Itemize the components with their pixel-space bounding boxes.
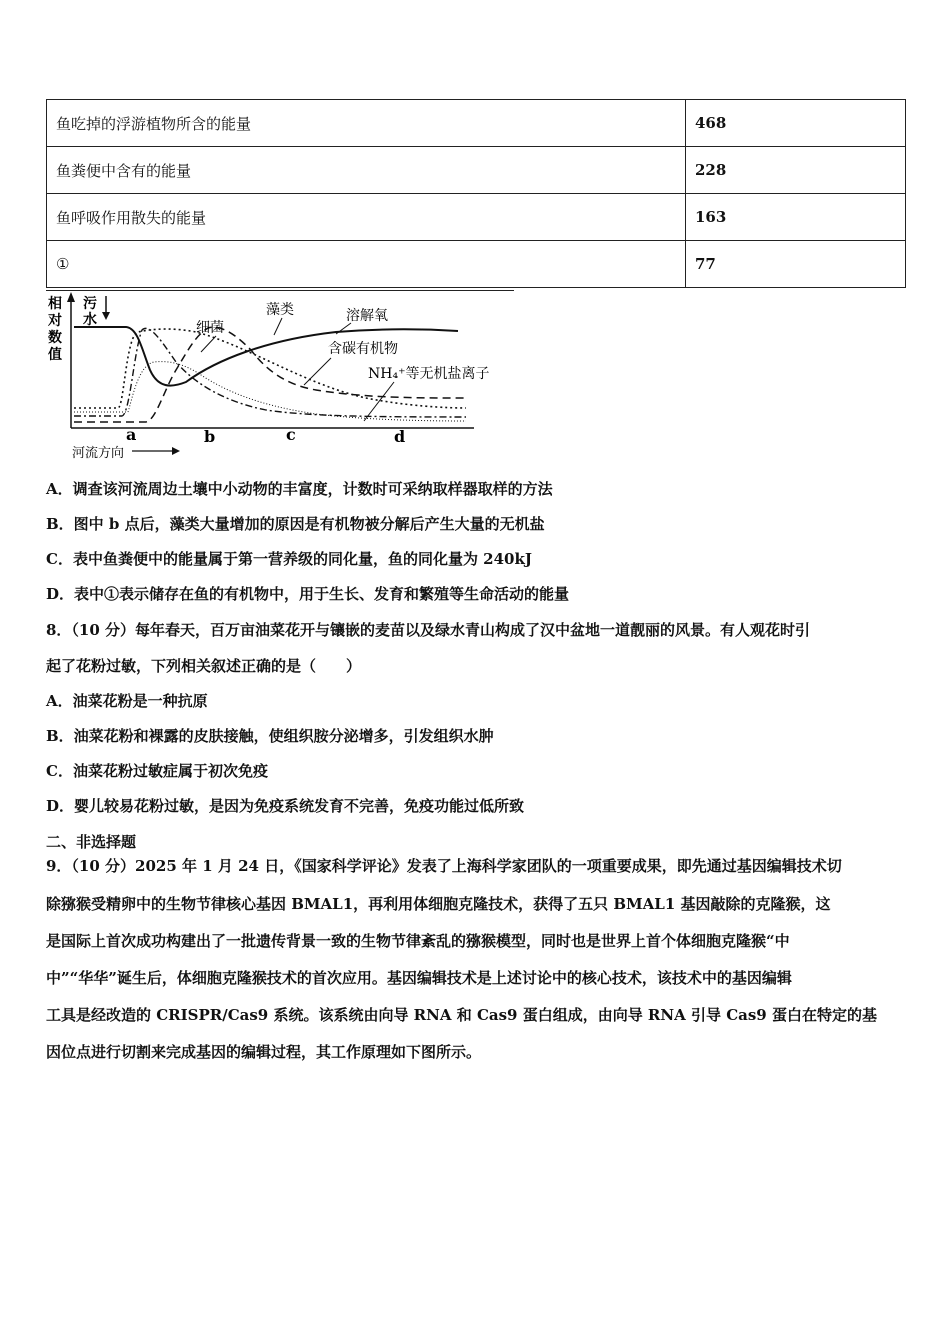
inorganic-ions-label: NH₄⁺等无机盐离子: [368, 366, 490, 382]
point-a-label: a: [126, 425, 137, 444]
q7-option-a: A．调查该河流周边土壤中小动物的丰富度，计数时可采纳取样器取样的方法: [46, 480, 553, 498]
river-direction-arrow-head: [172, 447, 180, 455]
river-pollution-figure: [46, 290, 516, 460]
organic-carbon-pointer: [304, 358, 331, 385]
section-title: 二、非选择题: [46, 833, 137, 851]
q8-option-c: C．油菜花粉过敏症属于初次免疫: [46, 762, 268, 780]
table-row: [47, 147, 906, 194]
sewage-label-char: 水: [83, 312, 97, 328]
energy-table: [46, 99, 906, 288]
y-label-char: 数: [48, 330, 62, 346]
sewage-label-char: 污: [83, 296, 97, 312]
q7-option-d: D．表中①表示储存在鱼的有机物中，用于生长、发育和繁殖等生命活动的能量: [46, 585, 570, 603]
q8-stem-line1: 8．（10 分）每年春天，百万亩油菜花开与镶嵌的麦苗以及绿水青山构成了汉中盆地一道靓丽的风景。有人观花时引: [46, 621, 811, 639]
q9-line: 工具是经改造的 CRISPR/Cas9 系统。该系统由向导 RNA 和 Cas9 蛋白组成，由向导 RNA 引导 Cas9 蛋白在特定的基: [46, 1006, 877, 1024]
algae-pointer: [274, 318, 282, 335]
q9-line: 中”“华华”诞生后，体细胞克隆猴技术的首次应用。基因编辑技术是上述讨论中的核心技术，该技术中的基因编辑: [46, 969, 792, 987]
bacteria-pointer: [201, 336, 216, 352]
q8-option-d: D．婴儿较易花粉过敏，是因为免疫系统发育不完善，免疫功能过低所致: [46, 797, 525, 815]
table-cell-label: ①: [47, 241, 686, 288]
table-cell-label: 鱼吃掉的浮游植物所含的能量: [47, 100, 686, 147]
q9-line: 是国际上首次成功构建出了一批遗传背景一致的生物节律紊乱的猕猴模型，同时也是世界上首个体细胞克隆猴“中: [46, 932, 790, 950]
y-label-char: 值: [48, 347, 62, 363]
q7-option-c: C．表中鱼粪便中的能量属于第一营养级的同化量，鱼的同化量为 240kJ: [46, 550, 532, 568]
q7-option-b: B．图中 b 点后，藻类大量增加的原因是有机物被分解后产生大量的无机盐: [46, 515, 545, 533]
table-row: [47, 100, 906, 147]
table-cell-value: 468: [686, 100, 906, 147]
table-cell-value: 228: [686, 147, 906, 194]
sewage-arrow-head: [102, 312, 110, 320]
algae-label: 藻类: [266, 302, 294, 318]
river-pollution-diagram: [46, 290, 516, 460]
q9-line: 9．（10 分）2025 年 1 月 24 日，《国家科学评论》发表了上海科学家团队的一项重要成果，即先通过基因编辑技术切: [46, 857, 842, 875]
q8-option-b: B．油菜花粉和裸露的皮肤接触，使组织胺分泌增多，引发组织水肿: [46, 727, 494, 745]
bacteria-label: 细菌: [196, 320, 224, 336]
q8-option-a: A．油菜花粉是一种抗原: [46, 692, 208, 710]
q9-line: 因位点进行切割来完成基因的编辑过程，其工作原理如下图所示。: [46, 1043, 482, 1061]
y-axis-arrow: [67, 292, 75, 302]
figure-top-border: [46, 290, 514, 291]
organic-carbon-label: 含碳有机物: [328, 341, 398, 357]
inorganic-ions-pointer: [364, 382, 394, 421]
q8-stem-line2: 起了花粉过敏，下列相关叙述正确的是（ ）: [46, 657, 362, 675]
dissolved-oxygen-label: 溶解氧: [346, 308, 388, 324]
q9-line: 除猕猴受精卵中的生物节律核心基因 BMAL1，再利用体细胞克隆技术，获得了五只 BMAL1 基因敲除的克隆猴，这: [46, 895, 831, 913]
table-cell-label: 鱼呼吸作用散失的能量: [47, 194, 686, 241]
table-cell-value: 77: [686, 241, 906, 288]
y-label-char: 对: [48, 313, 62, 329]
point-c-label: c: [286, 425, 296, 444]
table-cell-label: 鱼粪便中含有的能量: [47, 147, 686, 194]
y-label-char: 相: [48, 296, 62, 312]
table-row: [47, 241, 906, 288]
table-row: [47, 194, 906, 241]
point-d-label: d: [394, 427, 406, 446]
table-cell-value: 163: [686, 194, 906, 241]
point-b-label: b: [204, 427, 216, 446]
x-axis-label: 河流方向: [72, 446, 125, 460]
